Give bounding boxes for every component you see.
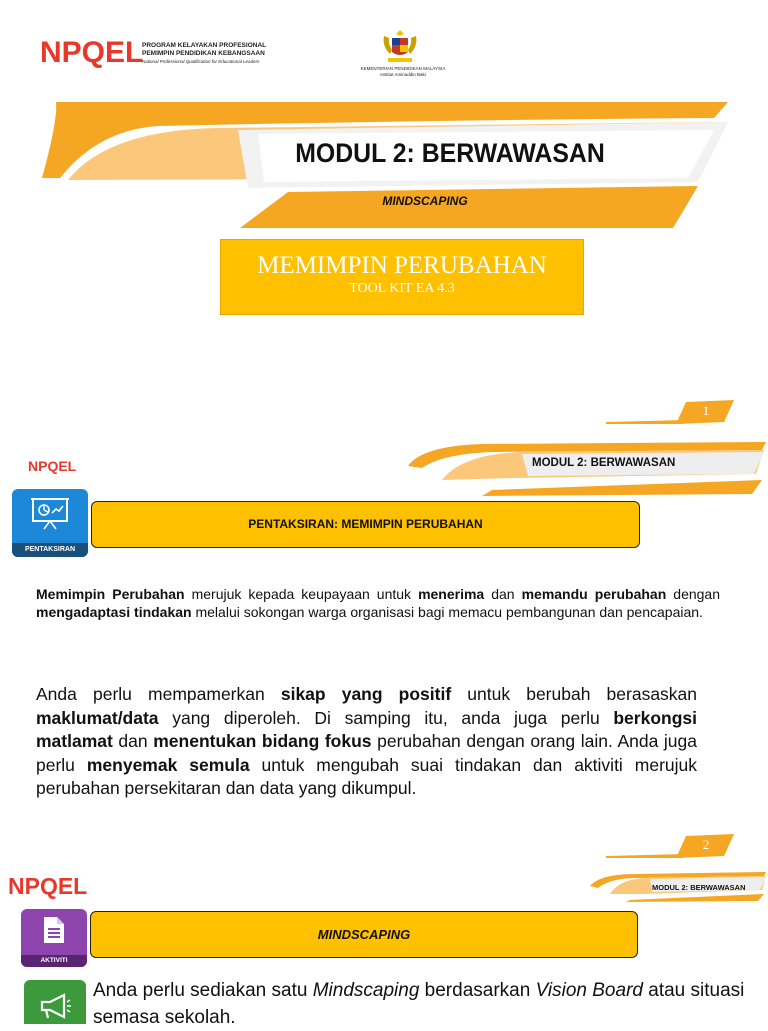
para1-seg: dan: [484, 586, 522, 602]
ministry-line-2: Institut Aminuddin Baki: [380, 72, 426, 77]
para1-seg: melalui sokongan warga organisasi bagi memacu pembangunan dan pencapaian.: [191, 604, 703, 620]
para2-seg: untuk mengubah suai tindakan dan aktiviti merujuk perubahan persekitaran dan data yang dikumpul.: [36, 754, 697, 798]
npqel-logo: NPQEL: [8, 873, 88, 899]
para2-seg: untuk berubah berasaskan: [451, 684, 698, 704]
aktiviti-label: AKTIVITI: [21, 955, 87, 967]
page-number: 1: [702, 403, 710, 418]
para1-seg: dengan: [666, 586, 720, 602]
pentaksiran-icon: [12, 489, 88, 557]
para2-seg: yang diperoleh. Di samping itu, anda juga perlu: [158, 707, 614, 728]
page-number: 2: [702, 837, 710, 852]
para1-seg: Memimpin Perubahan: [36, 586, 185, 602]
definition-paragraph: [36, 585, 720, 621]
section-title: MINDSCAPING: [317, 927, 411, 942]
para1-seg: mengadaptasi tindakan: [36, 604, 192, 620]
ministry-caption: [348, 66, 458, 78]
para3-seg: atau situasi semasa sekolah.: [93, 980, 745, 1028]
para3-seg: berdasarkan: [419, 980, 536, 1001]
para2-seg: berkongsi matlamat: [36, 707, 697, 751]
para2-seg: dan: [112, 731, 154, 751]
malaysia-crest-icon: [378, 28, 422, 66]
megaphone-badge: [24, 980, 86, 1024]
presentation-board-icon: [30, 495, 70, 531]
para1-seg: memandu perubahan: [521, 586, 667, 602]
para2-seg: menyemak semula: [86, 754, 250, 775]
document-icon: [42, 915, 66, 945]
npqel-logo: NPQEL: [40, 36, 144, 69]
para3-seg: Mindscaping: [312, 980, 420, 1001]
ministry-line-1: KEMENTERIAN PENDIDIKAN MALAYSIA: [360, 66, 446, 71]
module-header-swoosh: [402, 440, 768, 498]
para1-seg: merujuk kepada keupayaan untuk: [184, 586, 419, 602]
para3-seg: Anda perlu sediakan satu: [93, 980, 313, 1001]
para2-seg: maklumat/data: [36, 707, 159, 728]
section-title-bar: [91, 501, 640, 548]
section-title: PENTAKSIRAN: MEMIMPIN PERUBAHAN: [248, 517, 483, 531]
module-label: MODUL 2: BERWAWASAN: [652, 883, 746, 892]
para1-seg: menerima: [418, 586, 485, 602]
module-subtitle: MINDSCAPING: [382, 194, 468, 208]
logo-line-2: PEMIMPIN PENDIDIKAN KEBANGSAAN: [142, 50, 265, 57]
pentaksiran-label: PENTAKSIRAN: [12, 543, 88, 557]
para2-seg: menentukan bidang fokus: [153, 731, 372, 751]
toolkit-title: MEMIMPIN PERUBAHAN: [257, 252, 547, 279]
module-title: MODUL 2: BERWAWASAN: [295, 138, 605, 168]
para3-seg: Vision Board: [535, 980, 643, 1001]
para2-seg: Anda perlu mempamerkan: [36, 684, 281, 704]
instruction-paragraph: [36, 683, 697, 801]
npqel-logo-subtitle: [142, 42, 272, 66]
page-number-tab: [606, 398, 736, 426]
module-label: MODUL 2: BERWAWASAN: [532, 457, 676, 469]
logo-line-1: PROGRAM KELAYAKAN PROFESIONAL: [142, 42, 267, 49]
megaphone-icon: [38, 992, 72, 1020]
toolkit-title-box: [220, 239, 584, 315]
section-title-bar: [90, 911, 638, 958]
page-number-tab: [606, 832, 736, 860]
para2-seg: sikap yang positif: [280, 684, 452, 704]
toolkit-subtitle: TOOL KIT EA 4.3: [349, 281, 455, 296]
activity-paragraph: [93, 977, 763, 1031]
aktiviti-icon: [21, 909, 87, 967]
logo-line-3: National Professional Qualification for Educational Leaders: [142, 59, 260, 64]
npqel-logo: NPQEL: [28, 458, 77, 474]
para2-seg: perubahan dengan orang lain. Anda juga perlu: [36, 731, 697, 775]
